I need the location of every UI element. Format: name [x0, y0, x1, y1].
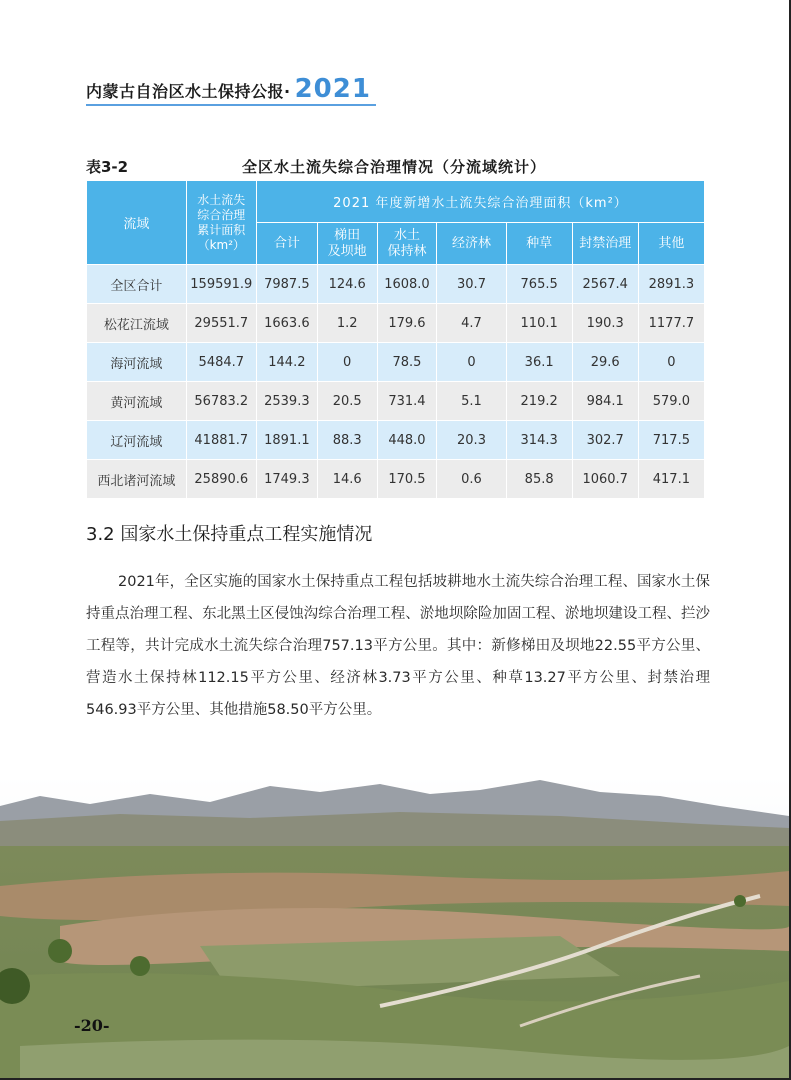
table-row [87, 265, 705, 304]
header-cumulative-area: 水土流失 综合治理 累计面积 （km²） [186, 181, 256, 265]
value-cell: 85.8 [506, 460, 572, 499]
table-title: 全区水土流失综合治理情况（分流域统计） [242, 158, 547, 176]
table-row [87, 382, 705, 421]
value-cell: 1060.7 [572, 460, 638, 499]
table-row [87, 421, 705, 460]
value-cell: 5.1 [437, 382, 506, 421]
value-cell: 0 [638, 343, 704, 382]
subheader-5: 封禁治理 [572, 223, 638, 265]
value-cell: 731.4 [377, 382, 437, 421]
value-cell: 124.6 [317, 265, 377, 304]
subheader-0: 合计 [256, 223, 317, 265]
table-number: 表3-2 [86, 158, 129, 176]
subheader-2: 水土 保持林 [377, 223, 437, 265]
basin-name-cell: 全区合计 [87, 265, 187, 304]
table-row [87, 304, 705, 343]
value-cell: 1663.6 [256, 304, 317, 343]
header-new-area-group: 2021 年度新增水土流失综合治理面积（km²） [256, 181, 704, 223]
value-cell: 1749.3 [256, 460, 317, 499]
section-paragraph: 2021年，全区实施的国家水土保持重点工程包括坡耕地水土流失综合治理工程、国家水土保持重点治理工程、东北黑土区侵蚀沟综合治理工程、淤地坝除险加固工程、淤地坝建设工程、拦沙工程等，共计完成水土流失综合治理757.13平方公里。其中：新修梯田及坝地22.55平方公里、营造水土保持林112.15平方公里、经济林3.73平方公里、种草13.27平方公里、封禁治理546.93平方公里、其他措施58.50平方公里。 [86, 574, 710, 718]
table-caption [86, 156, 706, 180]
table-row [87, 343, 705, 382]
value-cell: 219.2 [506, 382, 572, 421]
page-number: -20- [74, 1016, 110, 1035]
value-cell: 25890.6 [186, 460, 256, 499]
value-cell: 5484.7 [186, 343, 256, 382]
value-cell: 1.2 [317, 304, 377, 343]
value-cell: 78.5 [377, 343, 437, 382]
value-cell: 36.1 [506, 343, 572, 382]
value-cell: 20.3 [437, 421, 506, 460]
value-cell: 1891.1 [256, 421, 317, 460]
landscape-photo [0, 776, 789, 1078]
value-cell: 56783.2 [186, 382, 256, 421]
section-heading: 3.2 国家水土保持重点工程实施情况 [86, 524, 373, 545]
section-body [86, 566, 710, 726]
report-header [86, 72, 371, 102]
basin-name-cell: 西北诸河流域 [87, 460, 187, 499]
subheader-1: 梯田 及坝地 [317, 223, 377, 265]
value-cell: 2891.3 [638, 265, 704, 304]
value-cell: 179.6 [377, 304, 437, 343]
value-cell: 159591.9 [186, 265, 256, 304]
value-cell: 0.6 [437, 460, 506, 499]
value-cell: 110.1 [506, 304, 572, 343]
value-cell: 4.7 [437, 304, 506, 343]
value-cell: 0 [437, 343, 506, 382]
value-cell: 314.3 [506, 421, 572, 460]
value-cell: 448.0 [377, 421, 437, 460]
subheader-6: 其他 [638, 223, 704, 265]
basin-name-cell: 辽河流域 [87, 421, 187, 460]
value-cell: 717.5 [638, 421, 704, 460]
header-underline [86, 104, 376, 106]
value-cell: 14.6 [317, 460, 377, 499]
value-cell: 984.1 [572, 382, 638, 421]
value-cell: 2567.4 [572, 265, 638, 304]
header-basin: 流域 [87, 181, 187, 265]
basin-statistics-table [86, 180, 705, 499]
value-cell: 170.5 [377, 460, 437, 499]
value-cell: 0 [317, 343, 377, 382]
value-cell: 7987.5 [256, 265, 317, 304]
table-row [87, 460, 705, 499]
value-cell: 144.2 [256, 343, 317, 382]
value-cell: 29551.7 [186, 304, 256, 343]
value-cell: 20.5 [317, 382, 377, 421]
value-cell: 30.7 [437, 265, 506, 304]
value-cell: 579.0 [638, 382, 704, 421]
value-cell: 417.1 [638, 460, 704, 499]
value-cell: 29.6 [572, 343, 638, 382]
value-cell: 302.7 [572, 421, 638, 460]
value-cell: 41881.7 [186, 421, 256, 460]
value-cell: 2539.3 [256, 382, 317, 421]
report-year: 2021 [294, 74, 371, 104]
subheader-3: 经济林 [437, 223, 506, 265]
value-cell: 765.5 [506, 265, 572, 304]
value-cell: 1177.7 [638, 304, 704, 343]
value-cell: 1608.0 [377, 265, 437, 304]
basin-name-cell: 黄河流域 [87, 382, 187, 421]
value-cell: 190.3 [572, 304, 638, 343]
report-title: 内蒙古自治区水土保持公报· [86, 82, 291, 101]
value-cell: 88.3 [317, 421, 377, 460]
basin-name-cell: 松花江流域 [87, 304, 187, 343]
basin-name-cell: 海河流域 [87, 343, 187, 382]
subheader-4: 种草 [506, 223, 572, 265]
